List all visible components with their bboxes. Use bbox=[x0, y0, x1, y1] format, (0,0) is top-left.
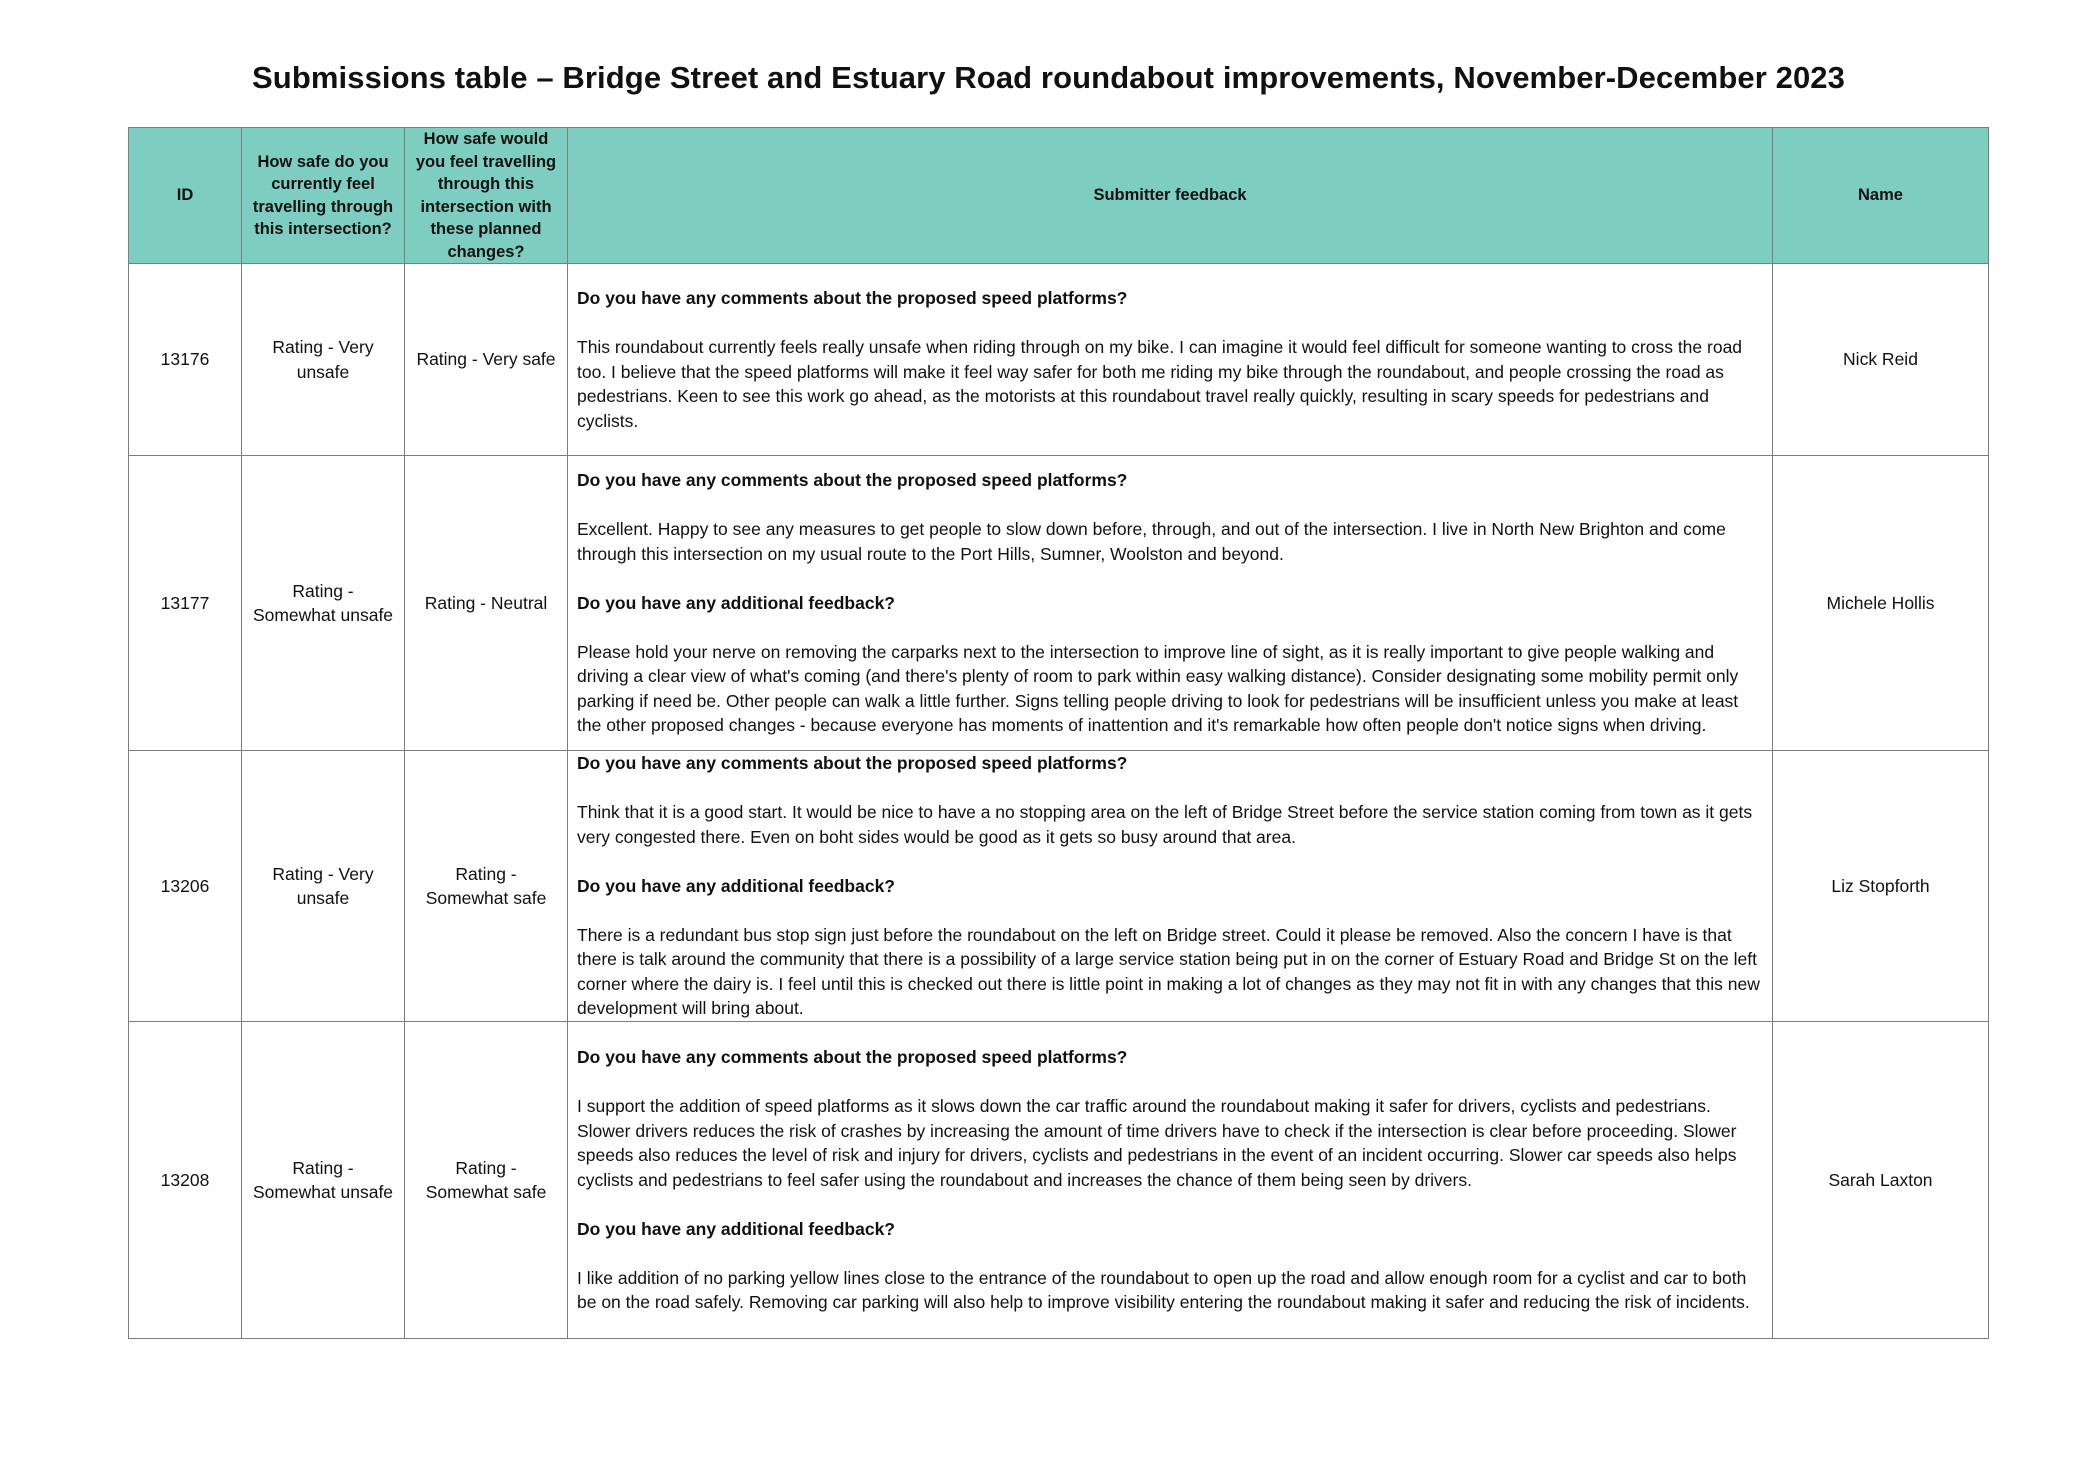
column-header-current-safety: How safe do you currently feel travelling through this intersection? bbox=[242, 128, 405, 264]
table-row bbox=[129, 751, 1989, 1022]
cell-planned-safety: Rating - Very safe bbox=[405, 264, 568, 456]
column-header-id: ID bbox=[129, 128, 242, 264]
feedback-answer: I support the addition of speed platforms as it slows down the car traffic around the roundabout making it safer for drivers, cyclists and pedestrians. Slower drivers reduces the risk of crashes by increasing the amount of time drivers have to check if the intersection is clear before proceeding. Slower speeds also reduces the level of risk and injury for drivers, cyclists and pedestrians in the event of an incident occurring. Slower car speeds also helps cyclists and pedestrians to feel safer using the roundabout and increases the chance of them being seen by drivers. bbox=[577, 1096, 1737, 1190]
column-header-feedback: Submitter feedback bbox=[568, 128, 1773, 264]
cell-current-safety: Rating - Somewhat unsafe bbox=[242, 456, 405, 751]
feedback-answer: This roundabout currently feels really unsafe when riding through on my bike. I can imagine it would feel difficult for someone wanting to cross the road too. I believe that the speed platforms will make it feel way safer for both me riding my bike through the roundabout, and people crossing the road as pedestrians. Keen to see this work go ahead, as the motorists at this roundabout travel really quickly, resulting in scary speeds for pedestrians and cyclists. bbox=[577, 337, 1743, 431]
cell-feedback bbox=[568, 1022, 1773, 1339]
cell-id: 13177 bbox=[129, 456, 242, 751]
cell-name: Liz Stopforth bbox=[1773, 751, 1989, 1022]
cell-current-safety: Rating - Very unsafe bbox=[242, 264, 405, 456]
cell-feedback bbox=[568, 456, 1773, 751]
cell-current-safety: Rating - Somewhat unsafe bbox=[242, 1022, 405, 1339]
table-header-row bbox=[129, 128, 1989, 264]
feedback-question: Do you have any additional feedback? bbox=[577, 1218, 895, 1239]
feedback-answer: Please hold your nerve on removing the carparks next to the intersection to improve line of sight, as it is really important to give people walking and driving a clear view of what's coming (and there's plenty of room to park within easy walking distance). Consider designating some mobility permit only parking if need be. Other people can walk a little further. Signs telling people driving to look for pedestrians will be insufficient unless you make at least the other proposed changes - because everyone has moments of inattention and it's remarkable how often people don't notice signs when driving. bbox=[577, 641, 1739, 736]
feedback-block bbox=[577, 468, 1763, 566]
cell-feedback bbox=[568, 751, 1773, 1022]
feedback-question: Do you have any comments about the proposed speed platforms? bbox=[577, 288, 1128, 308]
feedback-block bbox=[577, 1045, 1763, 1192]
cell-name: Sarah Laxton bbox=[1773, 1022, 1989, 1339]
cell-planned-safety: Rating - Somewhat safe bbox=[405, 751, 568, 1022]
cell-feedback bbox=[568, 264, 1773, 456]
cell-id: 13208 bbox=[129, 1022, 242, 1339]
cell-planned-safety: Rating - Neutral bbox=[405, 456, 568, 751]
column-header-name: Name bbox=[1773, 128, 1989, 264]
table-row bbox=[129, 264, 1989, 456]
feedback-question: Do you have any comments about the proposed speed platforms? bbox=[577, 470, 1128, 491]
feedback-question: Do you have any additional feedback? bbox=[577, 875, 895, 896]
feedback-answer: Excellent. Happy to see any measures to get people to slow down before, through, and out of the intersection. I live in North New Brighton and come through this intersection on my usual route to the Port Hills, Sumner, Woolston and beyond. bbox=[577, 519, 1726, 564]
feedback-block bbox=[577, 874, 1763, 1021]
feedback-block bbox=[577, 591, 1763, 738]
feedback-answer: Think that it is a good start. It would be nice to have a no stopping area on the left of Bridge Street before the service station coming from town as it gets very congested there. Even on boht sides would be good as it gets so busy around that area. bbox=[577, 802, 1753, 847]
submissions-table bbox=[128, 127, 1989, 1339]
table-row bbox=[129, 456, 1989, 751]
feedback-question: Do you have any additional feedback? bbox=[577, 592, 895, 613]
column-header-planned-safety: How safe would you feel travelling through this intersection with these planned changes? bbox=[405, 128, 568, 264]
cell-name: Nick Reid bbox=[1773, 264, 1989, 456]
feedback-answer: There is a redundant bus stop sign just before the roundabout on the left on Bridge street. Could it please be removed. Also the concern I have is that there is talk around the community that there is a possibility of a large service station being put in on the corner of Estuary Road and Bridge St on the left corner where the dairy is. I feel until this is checked out there is little point in making a lot of changes as they may not fit in with any changes that this new development will bring about. bbox=[577, 924, 1760, 1019]
feedback-question: Do you have any comments about the proposed speed platforms? bbox=[577, 753, 1128, 774]
cell-current-safety: Rating - Very unsafe bbox=[242, 751, 405, 1022]
page-title: Submissions table – Bridge Street and Estuary Road roundabout improvements, November-December 2023 bbox=[252, 60, 1845, 95]
cell-name: Michele Hollis bbox=[1773, 456, 1989, 751]
cell-id: 13176 bbox=[129, 264, 242, 456]
feedback-block bbox=[577, 751, 1763, 849]
feedback-answer: I like addition of no parking yellow lines close to the entrance of the roundabout to open up the road and allow enough room for a cyclist and car to both be on the road safely. Removing car parking will also help to improve visibility entering the roundabout making it safer and reducing the risk of incidents. bbox=[577, 1267, 1750, 1313]
table-row bbox=[129, 1022, 1989, 1339]
feedback-question: Do you have any comments about the proposed speed platforms? bbox=[577, 1047, 1128, 1068]
cell-planned-safety: Rating - Somewhat safe bbox=[405, 1022, 568, 1339]
feedback-block bbox=[577, 286, 1763, 433]
cell-id: 13206 bbox=[129, 751, 242, 1022]
feedback-block bbox=[577, 1217, 1763, 1315]
